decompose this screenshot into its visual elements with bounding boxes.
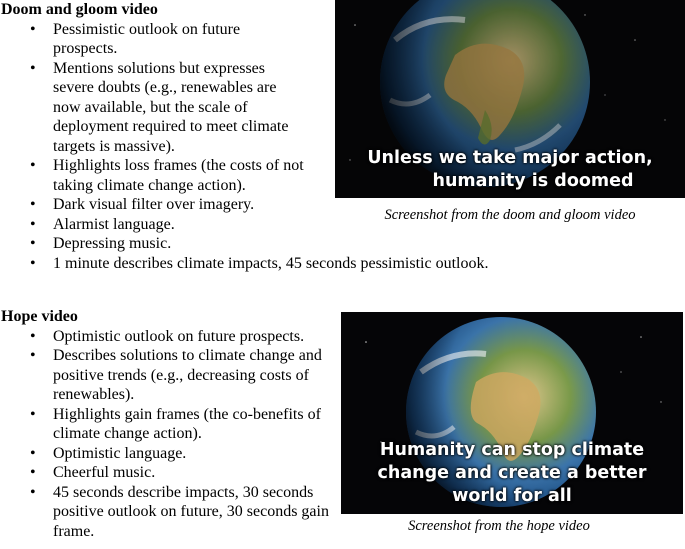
- list-item: [0, 234, 685, 254]
- bullet-icon: •: [30, 196, 36, 213]
- list-item-text: Cheerful music.: [53, 464, 156, 481]
- list-item: [0, 254, 685, 274]
- bullet-icon: •: [30, 215, 36, 233]
- doom-caption: Screenshot from the doom and gloom video: [384, 207, 636, 223]
- overlay-line: Humanity can stop climate: [379, 440, 645, 460]
- doom-screenshot: [335, 0, 685, 198]
- list-item-text: Mentions solutions but expresses severe doubts (e.g., renewables are now available, but the scale of deployment required to meet climate targets is massive).: [53, 59, 289, 155]
- list-item-text: Highlights gain frames (the co-benefits of climate change action).: [53, 405, 321, 442]
- hope-heading: Hope video: [1, 308, 78, 325]
- bullet-icon: •: [30, 235, 36, 252]
- list-item-text: Optimistic outlook on future prospects.: [53, 327, 305, 345]
- list-item: [0, 156, 323, 195]
- list-item-text: Optimistic language.: [53, 444, 187, 462]
- hope-caption: Screenshot from the hope video: [408, 518, 590, 534]
- list-item-text: 1 minute describes climate impacts, 45 seconds pessimistic outlook.: [53, 254, 489, 272]
- hope-overlay-text: [341, 439, 683, 508]
- overlay-line: change and create a better: [377, 463, 647, 483]
- bullet-icon: •: [30, 157, 36, 174]
- bullet-icon: •: [30, 327, 36, 345]
- doom-heading: Doom and gloom video: [1, 1, 158, 18]
- bullet-icon: •: [30, 254, 36, 272]
- bullet-icon: •: [30, 444, 36, 462]
- list-item-text: Describes solutions to climate change and positive trends (e.g., decreasing costs of renewables).: [53, 347, 322, 403]
- overlay-line: Unless we take major action,: [367, 148, 653, 168]
- list-item-text: Alarmist language.: [53, 215, 175, 233]
- list-item: [0, 483, 333, 542]
- bullet-icon: •: [30, 59, 36, 77]
- overlay-line: world for all: [452, 486, 572, 506]
- overlay-line: humanity is doomed: [432, 171, 634, 191]
- list-item: [0, 20, 293, 59]
- bullet-icon: •: [30, 483, 36, 501]
- list-item: [0, 59, 298, 157]
- list-item-text: 45 seconds describe impacts, 30 seconds positive outlook on future, 30 seconds gain frame.: [53, 483, 329, 540]
- bullet-icon: •: [30, 405, 36, 423]
- list-item-text: Highlights loss frames (the costs of not taking climate change action).: [53, 157, 304, 194]
- list-item: [0, 327, 353, 347]
- list-item-text: Depressing music.: [53, 235, 172, 252]
- list-item-text: Pessimistic outlook on future prospects.: [53, 20, 241, 57]
- bullet-icon: •: [30, 347, 36, 364]
- list-item: [0, 405, 343, 444]
- bullet-icon: •: [30, 20, 36, 38]
- doom-overlay-text: [335, 147, 685, 193]
- list-item: [0, 346, 348, 405]
- list-item-text: Dark visual filter over imagery.: [53, 196, 255, 213]
- hope-screenshot: [341, 312, 683, 514]
- bullet-icon: •: [30, 464, 36, 481]
